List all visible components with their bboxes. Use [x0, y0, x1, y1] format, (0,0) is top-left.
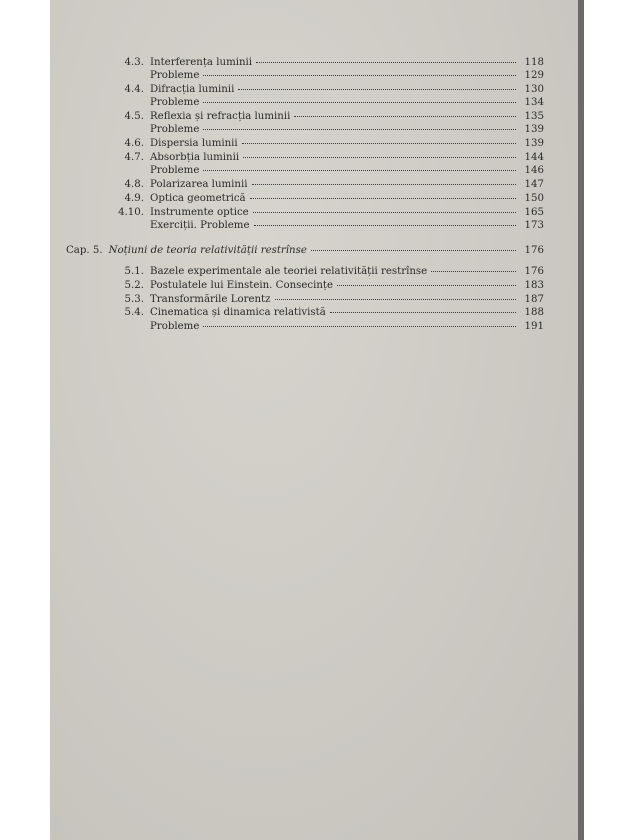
chapter-page: 176: [524, 245, 544, 256]
entry-number: 4.8.: [124, 179, 144, 190]
entry-page: 187: [524, 294, 544, 305]
entry-title: Probleme: [150, 124, 200, 135]
dot-leader: [275, 291, 516, 300]
dot-leader: [242, 135, 516, 144]
entry-title: Probleme: [150, 70, 200, 81]
dot-leader: [203, 67, 516, 76]
dot-leader: [337, 277, 516, 286]
entry-number: 4.10.: [118, 207, 144, 218]
entry-title: Transformările Lorentz: [150, 294, 271, 305]
entry-page: 130: [524, 84, 544, 95]
dot-leader: [252, 176, 516, 185]
chapter-prefix: Cap. 5.: [66, 245, 103, 256]
entry-page: 134: [524, 97, 544, 108]
entry-title: Reflexia și refracția luminii: [150, 111, 291, 122]
entry-page: 188: [524, 307, 544, 318]
dot-leader: [203, 162, 516, 171]
toc-entry: [114, 320, 544, 333]
entry-page: 165: [524, 207, 544, 218]
dot-leader: [243, 149, 516, 158]
entry-page: 147: [524, 179, 544, 190]
dot-leader: [330, 304, 516, 313]
entry-number: 5.4.: [124, 307, 144, 318]
entry-number: 5.2.: [124, 280, 144, 291]
page-edge: [578, 0, 584, 840]
dot-leader: [238, 81, 516, 90]
entry-page: 118: [524, 57, 544, 68]
entry-number: 4.9.: [124, 193, 144, 204]
entry-page: 150: [524, 193, 544, 204]
entry-number: 4.3.: [124, 57, 144, 68]
entry-title: Difracția luminii: [150, 84, 235, 95]
dot-leader: [311, 242, 516, 251]
dot-leader: [254, 217, 517, 226]
dot-leader: [256, 54, 516, 63]
entry-title: Probleme: [150, 97, 200, 108]
entry-title: Instrumente optice: [150, 207, 249, 218]
dot-leader: [203, 94, 516, 103]
dot-leader: [294, 108, 516, 117]
dot-leader: [253, 204, 516, 213]
dot-leader: [203, 121, 516, 130]
entry-title: Dispersia luminii: [150, 138, 238, 149]
entry-number: 5.3.: [124, 294, 144, 305]
entry-page: 176: [524, 266, 544, 277]
entry-title: Postulatele lui Einstein. Consecințe: [150, 280, 334, 291]
entry-title: Interferența luminii: [150, 57, 253, 68]
dot-leader: [250, 190, 516, 199]
dot-leader: [203, 318, 516, 327]
entry-number: 4.7.: [124, 152, 144, 163]
entry-page: 146: [524, 165, 544, 176]
entry-number: 5.1.: [124, 266, 144, 277]
entry-title: Bazele experimentale ale teoriei relativității restrînse: [150, 266, 428, 277]
entry-page: 129: [524, 70, 544, 81]
entry-page: 139: [524, 138, 544, 149]
entry-page: 135: [524, 111, 544, 122]
entry-page: 173: [524, 220, 544, 231]
entry-title: Absorbția luminii: [150, 152, 240, 163]
entry-page: 144: [524, 152, 544, 163]
entry-title: Optica geometrică: [150, 193, 246, 204]
entry-title: Exerciții. Probleme: [150, 220, 250, 231]
dot-leader: [431, 263, 516, 272]
entry-number: 4.4.: [124, 84, 144, 95]
entry-title: Polarizarea luminii: [150, 179, 248, 190]
entry-page: 183: [524, 280, 544, 291]
entry-number: 4.5.: [124, 111, 144, 122]
entry-title: Cinematica și dinamica relativistă: [150, 307, 326, 318]
entry-page: 191: [524, 321, 544, 332]
toc-entry: [114, 219, 544, 232]
entry-number: 4.6.: [124, 138, 144, 149]
entry-title: Probleme: [150, 321, 200, 332]
entry-title: Probleme: [150, 165, 200, 176]
chapter-title: Noțiuni de teoria relativității restrînse: [108, 245, 307, 256]
chapter-heading: [66, 244, 544, 257]
entry-page: 139: [524, 124, 544, 135]
